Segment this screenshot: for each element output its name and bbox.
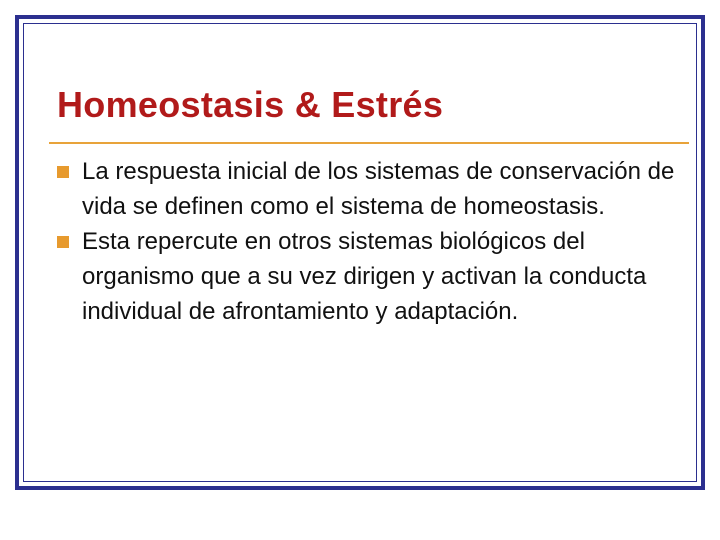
square-bullet-icon: [57, 166, 69, 178]
bullet-text: La respuesta inicial de los sistemas de conservación de vida se definen como el sistema de homeostasis.: [82, 158, 675, 220]
bullet-item: [57, 224, 697, 329]
slide-title: Homeostasis & Estrés: [57, 84, 444, 125]
square-bullet-icon: [57, 236, 69, 248]
bullet-list: [57, 154, 697, 329]
title-divider: [49, 142, 689, 144]
bullet-text: Esta repercute en otros sistemas biológicos del organismo que a su vez dirigen y activan la conducta individual de afrontamiento y adaptación.: [82, 228, 647, 325]
slide-frame: [15, 15, 705, 490]
bullet-item: [57, 154, 697, 224]
slide-inner-border: [23, 23, 697, 482]
